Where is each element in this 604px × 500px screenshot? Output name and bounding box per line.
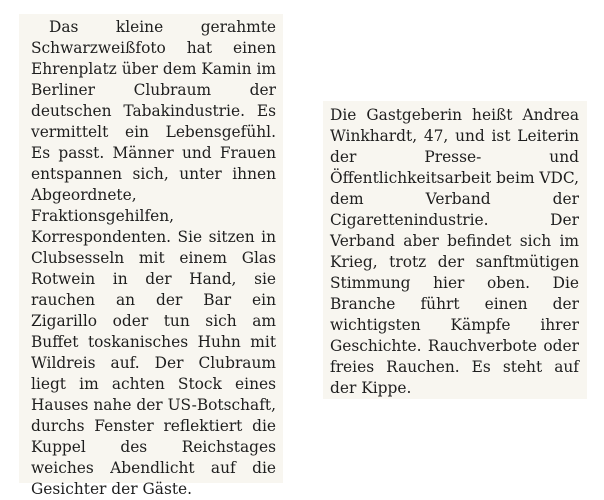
text-column-right — [323, 101, 587, 399]
text-column-left — [19, 14, 283, 498]
article-paragraph-right: Die Gastgeberin heißt Andrea Winkhardt, 47, und ist Leiterin der Presse- und Öffentlichkeitsarbeit beim VDC, dem Verband der Cigarettenindustrie. Der Verband aber befindet sich im Krieg, trotz der sanftmütigen Stimmung hier oben. Die Branche führt einen der wichtigsten Kämpfe ihrer Geschichte. Rauchverbote oder freies Rauchen. Es steht auf der Kippe. — [330, 106, 580, 397]
article-paragraph-left: Das kleine gerahmte Schwarzweißfoto hat einen Ehrenplatz über dem Kamin im Berliner Clubraum der deutschen Tabakindustrie. Es vermittelt ein Lebensgefühl. Es passt. Männer und Frauen entspannen sich, unter ihnen Abgeordnete, Fraktionsgehilfen, Korrespondenten. Sie sitzen in Clubsesseln mit einem Glas Rotwein in der Hand, sie rauchen an der Bar ein Zigarillo oder tun sich am Buffet toskanisches Huhn mit Wildreis auf. Der Clubraum liegt im achten Stock eines Hauses nahe der US-Botschaft, durchs Fenster reflektiert die Kuppel des Reichstages weiches Abendlicht auf die Gesichter der Gäste. — [31, 18, 276, 498]
